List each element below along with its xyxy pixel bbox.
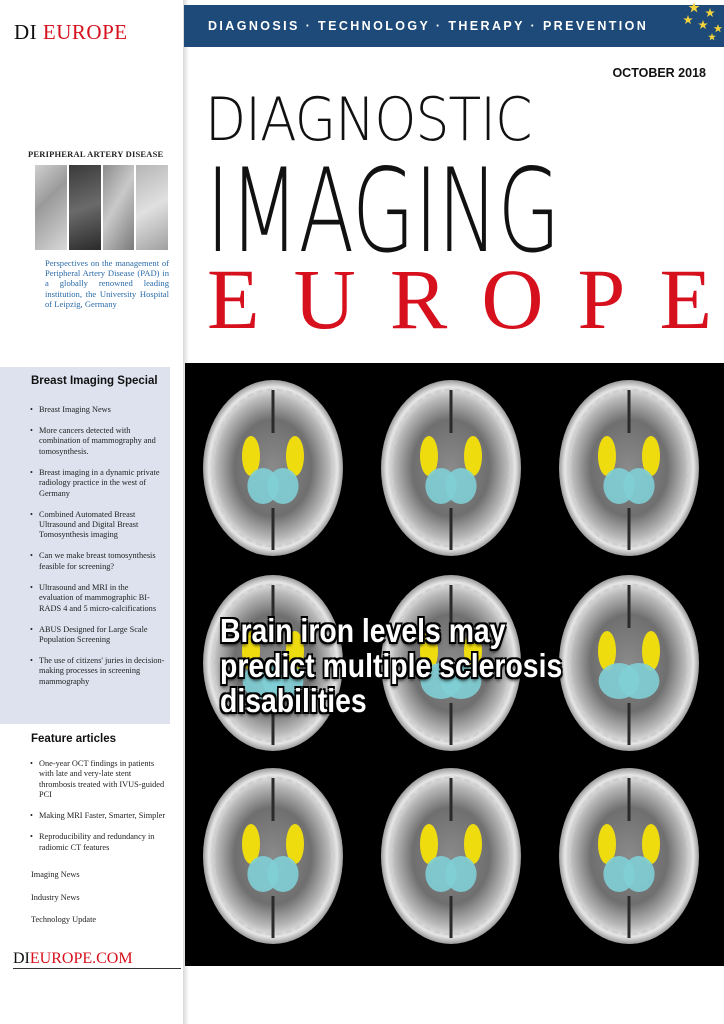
feature-articles-title: Feature articles bbox=[31, 733, 117, 745]
masthead-letter: U bbox=[293, 251, 356, 347]
brain-slice bbox=[559, 575, 699, 751]
angiography-thumbnail bbox=[136, 165, 168, 250]
brain-slice bbox=[203, 768, 343, 944]
industry-news-label: Industry News bbox=[31, 893, 80, 902]
technology-update-label: Technology Update bbox=[31, 915, 97, 924]
imaging-news-label: Imaging News bbox=[31, 870, 80, 879]
masthead-letter: E bbox=[207, 251, 260, 347]
list-item: • Breast Imaging News bbox=[30, 405, 165, 415]
tagline: DIAGNOSIS · TECHNOLOGY · THERAPY · PREVENTION bbox=[208, 19, 649, 33]
list-item: • More cancers detected with combination of mammography and tomosynthesis. bbox=[30, 426, 165, 457]
masthead-line-2: IMAGING bbox=[206, 144, 560, 279]
sidebar-feature-text: Perspectives on the management of Peripheral Artery Disease (PAD) in a globally renowned leading institution, the University Hospital of Leipzig, Germany bbox=[45, 258, 169, 309]
brand-logo bbox=[14, 20, 128, 45]
angiography-thumbnail bbox=[69, 165, 101, 250]
masthead-line-3 bbox=[207, 251, 712, 347]
brain-slice bbox=[559, 768, 699, 944]
masthead-letter: E bbox=[659, 251, 712, 347]
list-item: • Can we make breast tomosynthesis feasible for screening? bbox=[30, 551, 165, 572]
footer-rule bbox=[13, 968, 181, 969]
list-item: • Ultrasound and MRI in the evaluation of mammographic BI-RADS 4 and 5 micro-calcifications bbox=[30, 583, 165, 614]
headline-line: disabilities bbox=[220, 682, 367, 719]
breast-imaging-title: Breast Imaging Special bbox=[31, 375, 158, 387]
sidebar-feature-title: PERIPHERAL ARTERY DISEASE bbox=[28, 149, 164, 159]
brain-slice bbox=[203, 380, 343, 556]
list-item: • The use of citizens' juries in decision-making processes in screening mammography bbox=[30, 656, 165, 687]
brand-prefix: DI bbox=[14, 20, 38, 44]
list-item: • Making MRI Faster, Smarter, Simpler bbox=[30, 811, 168, 821]
masthead-letter: O bbox=[481, 251, 544, 347]
website-suffix: EUROPE.COM bbox=[29, 950, 133, 967]
angiography-thumbnail bbox=[103, 165, 135, 250]
brain-slice bbox=[559, 380, 699, 556]
list-item: • Breast imaging in a dynamic private radiology practice in the west of Germany bbox=[30, 468, 165, 499]
website-prefix: DI bbox=[13, 950, 30, 967]
cover-headline bbox=[220, 613, 562, 718]
headline-line: predict multiple sclerosis bbox=[220, 647, 563, 684]
brain-slice bbox=[381, 380, 521, 556]
masthead-letter: P bbox=[577, 251, 626, 347]
list-item: • ABUS Designed for Large Scale Population Screening bbox=[30, 625, 165, 646]
brand-suffix: EUROPE bbox=[42, 20, 128, 44]
list-item: • One-year OCT findings in patients with late and very-late stent thrombosis treated with IVUS-guided PCI bbox=[30, 759, 168, 801]
list-item: • Combined Automated Breast Ultrasound and Digital Breast Tomosynthesis imaging bbox=[30, 510, 165, 541]
masthead-letter: R bbox=[389, 251, 448, 347]
eu-star-cluster-icon bbox=[676, 0, 724, 44]
issue-date: OCTOBER 2018 bbox=[612, 66, 706, 80]
brain-slice bbox=[381, 768, 521, 944]
feature-articles-list bbox=[30, 759, 168, 864]
angiography-thumbnail bbox=[35, 165, 67, 250]
website-url bbox=[13, 950, 133, 968]
breast-imaging-list bbox=[30, 405, 165, 698]
list-item: • Reproducibility and redundancy in radiomic CT features bbox=[30, 832, 168, 853]
masthead-line-1: DIAGNOSTIC bbox=[205, 85, 532, 155]
angiography-thumbnails bbox=[35, 165, 168, 250]
headline-line: Brain iron levels may bbox=[220, 612, 506, 649]
